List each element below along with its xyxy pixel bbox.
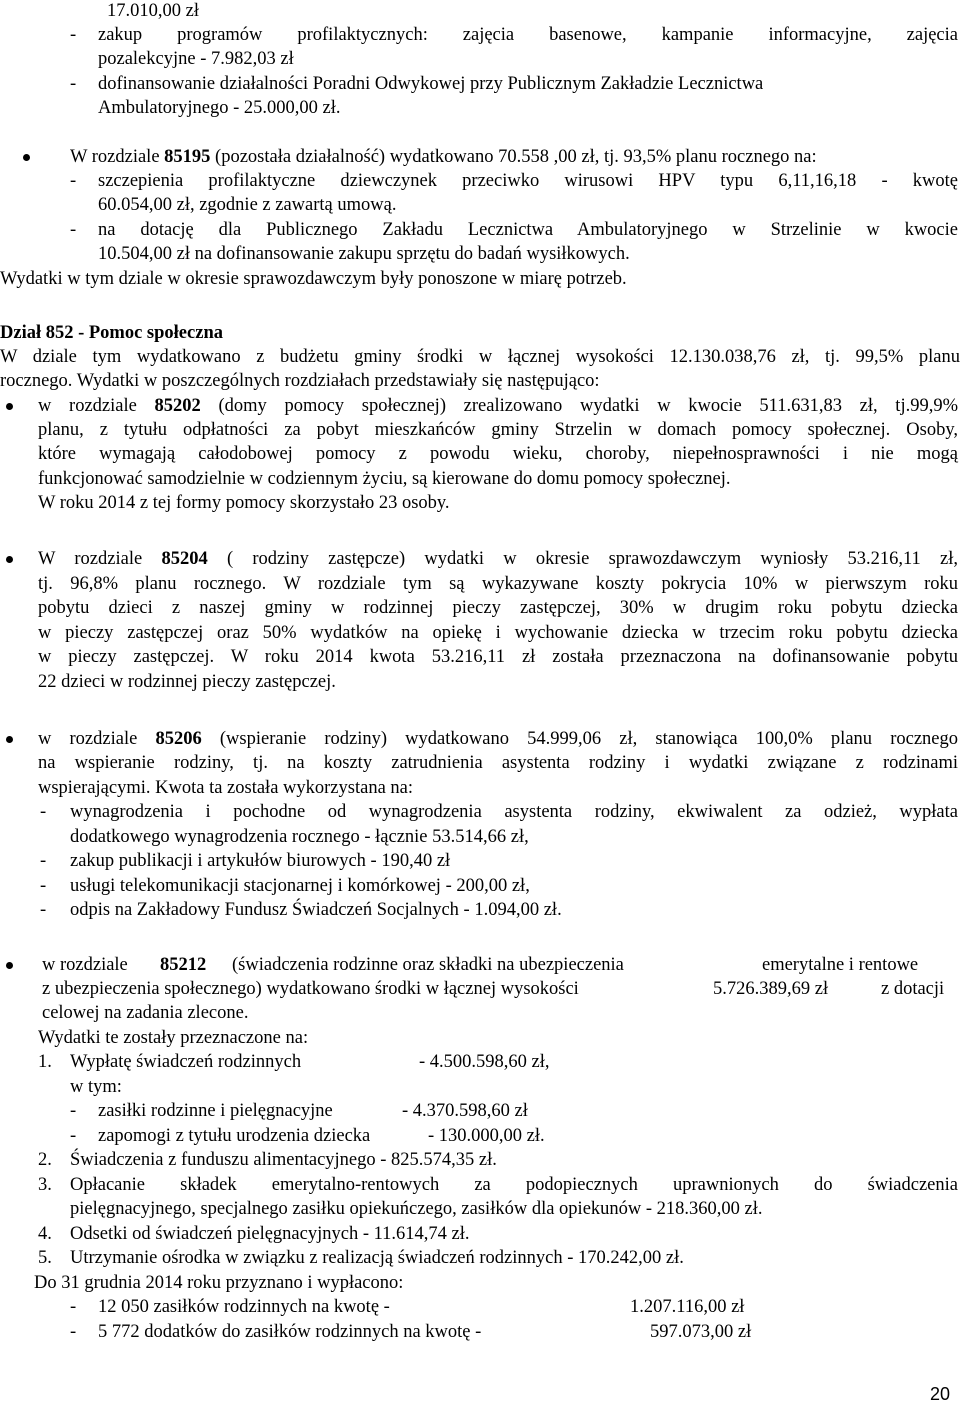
text-span: W rozdziale [70,147,165,167]
text-line: Świadczenia z funduszu alimentacyjnego - 825.574,35 zł. [70,1150,497,1170]
text-line: zakup publikacji i artykułów biurowych - 190,40 zł [70,851,451,871]
text-line: usługi telekomunikacji stacjonarnej i komórkowej - 200,00 zł, [70,876,530,896]
text-line: W dziale tym wydatkowano z budżetu gminy środki w łącznej wysokości 12.130.038,76 zł, tj. 99,5% planu [0,347,960,367]
rozdzial-code: 85206 [155,729,202,749]
rozdzial-code: 85195 [164,147,211,167]
text-line: emerytalne i rentowe [762,955,919,975]
dash: - [70,1297,77,1317]
dash: - [70,220,77,240]
text-line: Wydatki w tym dziale w okresie sprawozdawczym były ponoszone w miarę potrzeb. [0,269,627,289]
rozdzial-85206-line [38,728,958,750]
dash: - [70,1126,77,1146]
text-line: w pieczy zastępczej. W roku 2014 kwota 53.216,11 zł została przeznaczona na dofinansowanie pobytu [38,647,958,667]
text-line: 10.504,00 zł na dofinansowanie zakupu sprzętu do badań wysiłkowych. [98,244,630,264]
dash: - [40,876,47,896]
text-span: W rozdziale [38,549,162,569]
text-line: z ubezpieczenia społecznego) wydatkowano środki w łącznej wysokości [42,979,579,999]
text-line: (świadczenia rodzinne oraz składki na ubezpieczenia [232,955,624,975]
text-span: ( rodziny zastępcze) wydatki w okresie sprawozdawczym wyniosły 53.216,11 zł, [207,549,958,569]
text-line: Wypłatę świadczeń rodzinnych [70,1052,302,1072]
text-line: 12 050 zasiłków rodzinnych na kwotę - [98,1297,390,1317]
text-span: (pozostała działalność) wydatkowano 70.558 ,00 zł, tj. 93,5% planu rocznego na: [210,147,817,167]
text-line: celowej na zadania zlecone. [42,1003,249,1023]
text-line: dofinansowanie działalności Poradni Odwykowej przy Publicznym Zakładzie Lecznictwa [98,74,764,94]
dash: - [70,1101,77,1121]
text-line: w pieczy zastępczej oraz 50% wydatków na opiekę i wychowanie dziecka w trzecim roku pobytu dziecka [38,623,958,643]
text-line: szczepienia profilaktyczne dziewczynek przeciwko wirusowi HPV typu 6,11,16,18 - kwotę [98,171,958,191]
text-line: zasiłki rodzinne i pielęgnacyjne [98,1101,333,1121]
text-line: 5.726.389,69 zł [713,979,829,999]
text-line: dodatkowego wynagrodzenia rocznego - łącznie 53.514,66 zł, [70,827,529,847]
text-line: pobytu dzieci z naszej gminy w rodzinnej pieczy zastępczej, 30% w drugim roku pobytu dziecka [38,598,958,618]
text-line: rocznego. Wydatki w poszczególnych rozdziałach przedstawiały się następująco: [0,371,600,391]
list-number: 3. [38,1175,52,1195]
text-line: pozalekcyjne - 7.982,03 zł [98,49,294,69]
bullet-icon [6,556,13,563]
text-line: zakup programów profilaktycznych: zajęcia basenowe, kampanie informacyjne, zajęcia [98,25,958,45]
text-line: W roku 2014 z tej formy pomocy skorzystało 23 osoby. [38,493,450,513]
rozdzial-85204-line [38,548,958,570]
amount: 1.207.116,00 zł [630,1297,745,1317]
text-line: w tym: [70,1077,122,1097]
rozdzial-85202-line [38,395,958,417]
text-line: wspierającymi. Kwota ta została wykorzystana na: [38,778,414,798]
text-line: 5 772 dodatków do zasiłków rodzinnych na kwotę - [98,1322,482,1342]
text-line: Odsetki od świadczeń pielęgnacyjnych - 11.614,74 zł. [70,1224,470,1244]
text-line: Opłacanie składek emerytalno-rentowych za podopiecznych uprawnionych do świadczenia [70,1175,958,1195]
rozdzial-85195-line [70,146,817,168]
dash: - [70,25,77,45]
page-number: 20 [930,1384,951,1404]
text-line: Ambulatoryjnego - 25.000,00 zł. [98,98,341,118]
text-line: Do 31 grudnia 2014 roku przyznano i wypłacono: [34,1273,404,1293]
dash: - [70,74,77,94]
text-line: Wydatki te zostały przeznaczone na: [38,1028,309,1048]
text-line: na wspieranie rodziny, tj. na koszty zatrudnienia asystenta rodziny i wydatki związane z rodzinami [38,753,958,773]
text-line: na dotację dla Publicznego Zakładu Lecznictwa Ambulatoryjnego w Strzelinie w kwocie [98,220,958,240]
text-line: w rozdziale [42,955,128,975]
amount: 597.073,00 zł [650,1322,752,1342]
bullet-icon [6,403,13,410]
bullet-icon [6,736,13,743]
dash: - [70,171,77,191]
text-line: pielęgnacyjnego, specjalnego zasiłku opiekuńczego, zasiłków dla opiekunów - 218.360,00 zł. [70,1199,763,1219]
text-span: (wspieranie rodziny) wydatkowano 54.999,06 zł, stanowiąca 100,0% planu rocznego [201,729,958,749]
list-number: 4. [38,1224,52,1244]
text-line: funkcjonować samodzielnie w codziennym życiu, są kierowane do domu pomocy społecznej. [38,469,731,489]
bullet-icon [6,962,13,969]
list-number: 1. [38,1052,52,1072]
text-line: odpis na Zakładowy Fundusz Świadczeń Socjalnych - 1.094,00 zł. [70,900,562,920]
rozdzial-code: 85202 [154,396,201,416]
text-line: tj. 96,8% planu rocznego. W rozdziale tym są wykazywane koszty pokrycia 10% w pierwszym roku [38,574,958,594]
list-number: 2. [38,1150,52,1170]
text-line: z dotacji [881,979,945,999]
text-line: planu, z tytułu odpłatności za pobyt mieszkańców gminy Strzelin w domach pomocy społecznej. Osoby, [38,420,958,440]
rozdzial-code: 85204 [161,549,208,569]
text-line: 60.054,00 zł, zgodnie z zawartą umową. [98,195,397,215]
text-line: które wymagają całodobowej pomocy z powodu wieku, choroby, niepełnosprawności i nie mogą [38,444,958,464]
top-amount: 17.010,00 zł [107,1,199,21]
section-heading: Dział 852 - Pomoc społeczna [0,323,223,343]
amount: - 4.500.598,60 zł, [419,1052,550,1072]
dash: - [70,1322,77,1342]
text-span: w rozdziale [38,396,155,416]
amount: - 130.000,00 zł. [428,1126,545,1146]
bullet-icon [23,154,30,161]
text-span: w rozdziale [38,729,156,749]
text-line: Utrzymanie ośrodka w związku z realizacją świadczeń rodzinnych - 170.242,00 zł. [70,1248,684,1268]
text-line: 22 dzieci w rodzinnej pieczy zastępczej. [38,672,336,692]
dash: - [40,802,47,822]
amount: - 4.370.598,60 zł [402,1101,528,1121]
rozdzial-code: 85212 [160,955,207,975]
dash: - [40,851,47,871]
text-line: zapomogi z tytułu urodzenia dziecka [98,1126,371,1146]
dash: - [40,900,47,920]
text-span: (domy pomocy społecznej) zrealizowano wydatki w kwocie 511.631,83 zł, tj.99,9% [200,396,958,416]
list-number: 5. [38,1248,52,1268]
text-line: wynagrodzenia i pochodne od wynagrodzenia asystenta rodziny, ekwiwalent za odzież, wypłata [70,802,958,822]
